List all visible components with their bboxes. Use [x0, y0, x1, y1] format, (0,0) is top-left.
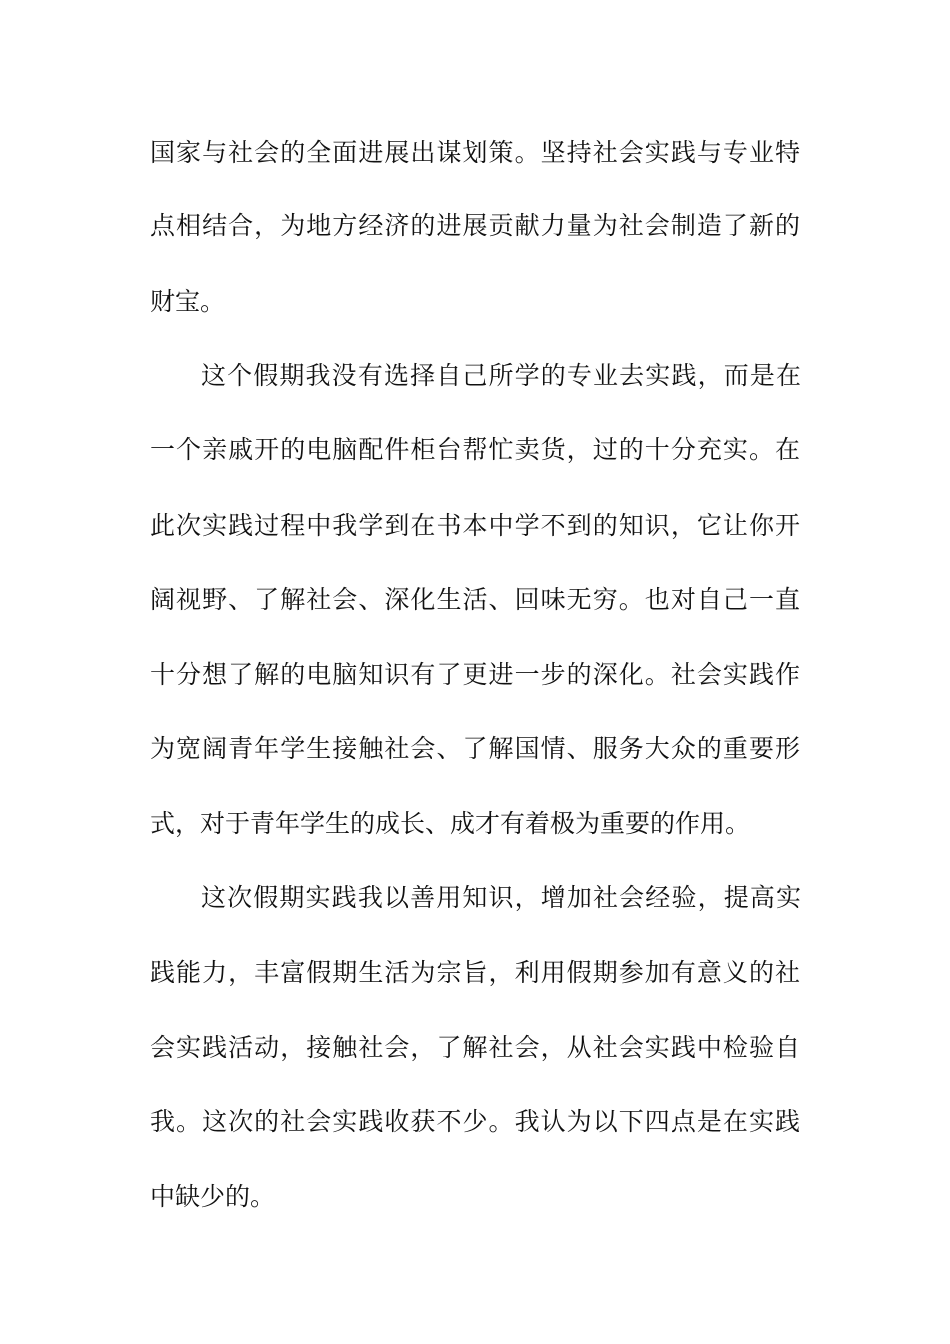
paragraph-line: 我。这次的社会实践收获不少。我认为以下四点是在实践	[150, 1107, 800, 1136]
paragraph-line: 为宽阔青年学生接触社会、了解国情、服务大众的重要形	[150, 734, 800, 763]
paragraph-line: 这次假期实践我以善用知识，增加社会经验，提高实	[201, 883, 801, 912]
paragraph-line: 会实践活动，接触社会，了解社会，从社会实践中检验自	[150, 1033, 800, 1062]
paragraph-line: 点相结合，为地方经济的进展贡献力量为社会制造了新的	[150, 211, 800, 240]
paragraph-line: 国家与社会的全面进展出谋划策。坚持社会实践与专业特	[150, 138, 800, 167]
paragraph-line: 阔视野、了解社会、深化生活、回味无穷。也对自己一直	[150, 585, 800, 614]
paragraph-line: 这个假期我没有选择自己所学的专业去实践，而是在	[201, 361, 801, 390]
paragraph-line: 践能力，丰富假期生活为宗旨，利用假期参加有意义的社	[150, 958, 800, 987]
paragraph-line: 此次实践过程中我学到在书本中学不到的知识，它让你开	[150, 511, 800, 540]
paragraph-line: 十分想了解的电脑知识有了更进一步的深化。社会实践作	[150, 660, 800, 689]
paragraph-line: 财宝。	[150, 287, 226, 316]
paragraph-line: 式，对于青年学生的成长、成才有着极为重要的作用。	[150, 809, 751, 838]
paragraph-line: 一个亲戚开的电脑配件柜台帮忙卖货，过的十分充实。在	[150, 435, 800, 464]
paragraph-line: 中缺少的。	[150, 1182, 276, 1211]
